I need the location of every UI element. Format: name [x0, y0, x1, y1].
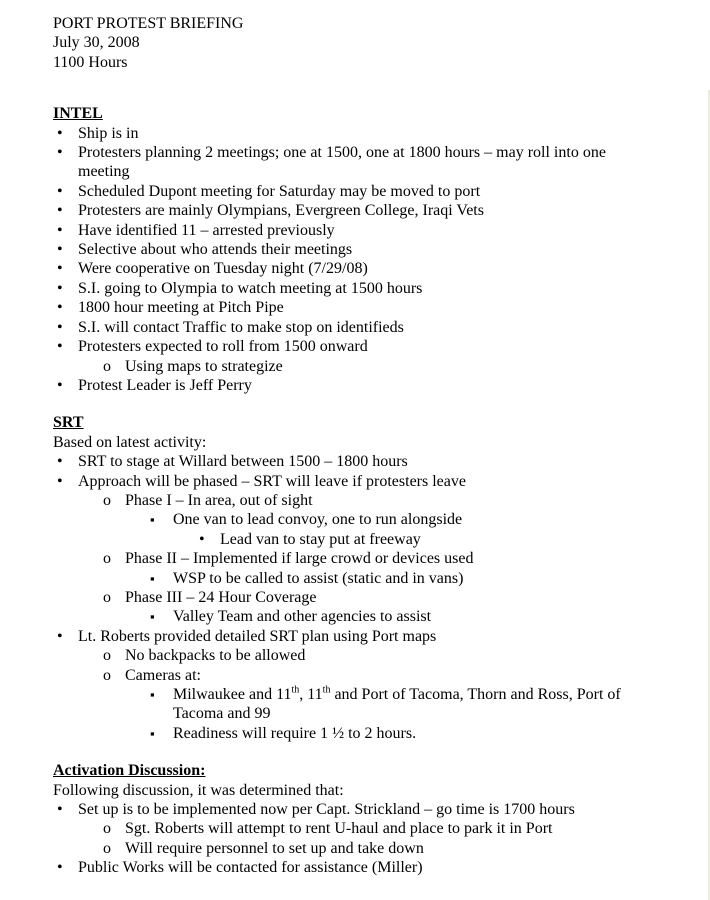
- bullet-circle-icon: o: [103, 491, 111, 509]
- bullet-disc-icon: •: [57, 472, 63, 490]
- text-run: and Port of Tacoma, Thorn and Ross, Port of Tacoma and 99: [173, 686, 621, 723]
- document-time: 1100 Hours: [53, 53, 128, 71]
- bullet-disc-icon: •: [57, 338, 63, 356]
- list-item-text: Phase III – 24 Hour Coverage: [125, 588, 317, 606]
- bullet-disc-icon: •: [199, 530, 205, 548]
- document-header: [53, 14, 645, 72]
- list-item-text: Ship is in: [78, 124, 139, 142]
- bullet-disc-icon: •: [57, 182, 63, 200]
- list-item: [53, 530, 645, 549]
- bullet-disc-icon: •: [57, 241, 63, 259]
- bullet-circle-icon: o: [103, 666, 111, 684]
- bullet-square-icon: ▪: [150, 570, 155, 586]
- list-item: [53, 279, 645, 298]
- bullet-circle-icon: o: [103, 839, 111, 857]
- bullet-circle-icon: o: [103, 820, 111, 838]
- list-item-text: [173, 686, 621, 722]
- list-item: [53, 666, 645, 685]
- list-item: [53, 549, 645, 568]
- list-item-text: SRT to stage at Willard between 1500 – 1800 hours: [78, 453, 408, 471]
- list-item: [53, 221, 645, 240]
- list-item-text: Selective about who attends their meetings: [78, 241, 353, 259]
- bullet-circle-icon: o: [103, 357, 111, 375]
- list-item: [53, 569, 645, 588]
- list-item: [53, 588, 645, 607]
- list-item-text: Protest Leader is Jeff Perry: [78, 376, 252, 394]
- list-item-text: Lt. Roberts provided detailed SRT plan using Port maps: [78, 627, 437, 645]
- list-item: [53, 337, 645, 356]
- list-item: [53, 839, 645, 858]
- list-item: [53, 201, 645, 220]
- bullet-square-icon: ▪: [150, 609, 155, 625]
- superscript-ordinal: th: [291, 684, 300, 696]
- section-activation-discussion: [53, 761, 645, 877]
- list-item-text: Set up is to be implemented now per Capt. Strickland – go time is 1700 hours: [78, 801, 575, 819]
- bullet-disc-icon: •: [57, 453, 63, 471]
- list-item: [53, 472, 645, 491]
- list-item-text: One van to lead convoy, one to run alongside: [173, 511, 463, 529]
- bullet-disc-icon: •: [57, 318, 63, 336]
- section-heading: INTEL: [53, 105, 103, 123]
- bullet-square-icon: ▪: [150, 512, 155, 528]
- section-heading: SRT: [53, 414, 84, 432]
- list-item: [53, 298, 645, 317]
- bullet-disc-icon: •: [57, 221, 63, 239]
- list-item: [53, 240, 645, 259]
- list-item-text: Sgt. Roberts will attempt to rent U-haul and place to park it in Port: [125, 820, 553, 838]
- bullet-square-icon: ▪: [150, 725, 155, 741]
- list-item: [53, 607, 645, 626]
- bullet-disc-icon: •: [57, 260, 63, 278]
- section-heading: Activation Discussion:: [53, 762, 206, 780]
- bullet-disc-icon: •: [57, 627, 63, 645]
- list-item-text: Have identified 11 – arrested previously: [78, 221, 335, 239]
- list-item: [53, 452, 645, 471]
- list-item-text: Phase I – In area, out of sight: [125, 491, 313, 509]
- bullet-disc-icon: •: [57, 859, 63, 877]
- bullet-disc-icon: •: [57, 376, 63, 394]
- list-item: [53, 800, 645, 819]
- list-item-text: Public Works will be contacted for assistance (Miller): [78, 859, 423, 877]
- bullet-circle-icon: o: [103, 588, 111, 606]
- bullet-disc-icon: •: [57, 124, 63, 142]
- list-item: [53, 685, 645, 724]
- list-item-text: Phase II – Implemented if large crowd or devices used: [125, 550, 474, 568]
- list-item: [53, 858, 645, 877]
- list-item-text: Valley Team and other agencies to assist: [173, 608, 432, 626]
- list-item-text: Cameras at:: [125, 666, 201, 684]
- list-item: [53, 510, 645, 529]
- list-item: [53, 491, 645, 510]
- bullet-circle-icon: o: [103, 647, 111, 665]
- list-item-text: Scheduled Dupont meeting for Saturday may be moved to port: [78, 182, 481, 200]
- list-item-text: No backpacks to be allowed: [125, 647, 306, 665]
- list-item-text: Protesters expected to roll from 1500 onward: [78, 338, 368, 356]
- list-item: [53, 376, 645, 395]
- list-item-text: Lead van to stay put at freeway: [220, 530, 421, 548]
- section-intro: Following discussion, it was determined that:: [53, 781, 344, 799]
- list-item: [53, 182, 645, 201]
- bullet-square-icon: ▪: [150, 687, 155, 702]
- bullet-disc-icon: •: [57, 144, 63, 162]
- bullet-circle-icon: o: [103, 550, 111, 568]
- list-item: [53, 318, 645, 337]
- list-item: [53, 627, 645, 646]
- document-date: July 30, 2008: [53, 34, 140, 52]
- section-intel: [53, 104, 645, 395]
- list-item: [53, 259, 645, 278]
- list-item-text: Readiness will require 1 ½ to 2 hours.: [173, 724, 417, 742]
- document-title: PORT PROTEST BRIEFING: [53, 15, 244, 32]
- list-item-text: Using maps to strategize: [125, 357, 283, 375]
- list-item: [53, 124, 645, 143]
- list-item-text: S.I. will contact Traffic to make stop on identifieds: [78, 318, 404, 336]
- bullet-disc-icon: •: [57, 279, 63, 297]
- text-run: Milwaukee and 11: [173, 686, 292, 703]
- list-item-text: Protesters are mainly Olympians, Evergreen College, Iraqi Vets: [78, 202, 484, 220]
- list-item: [53, 646, 645, 665]
- list-item: [53, 819, 645, 838]
- list-item-text: 1800 hour meeting at Pitch Pipe: [78, 299, 284, 317]
- list-item-text: WSP to be called to assist (static and in vans): [173, 569, 464, 587]
- list-item-text: Were cooperative on Tuesday night (7/29/08): [78, 260, 368, 278]
- list-item: [53, 143, 645, 182]
- text-run: , 11: [299, 686, 323, 703]
- list-item-text: Protesters planning 2 meetings; one at 1500, one at 1800 hours – may roll into one meeting: [78, 144, 606, 181]
- list-item-text: S.I. going to Olympia to watch meeting at 1500 hours: [78, 279, 423, 297]
- list-item: [53, 357, 645, 376]
- list-item-text: Approach will be phased – SRT will leave if protesters leave: [78, 472, 466, 490]
- list-item: [53, 724, 645, 743]
- bullet-disc-icon: •: [57, 202, 63, 220]
- bullet-disc-icon: •: [57, 299, 63, 317]
- list-item-text: Will require personnel to set up and take down: [125, 839, 424, 857]
- section-srt: [53, 413, 645, 743]
- superscript-ordinal: th: [322, 684, 331, 696]
- bullet-disc-icon: •: [57, 801, 63, 819]
- section-intro: Based on latest activity:: [53, 433, 207, 451]
